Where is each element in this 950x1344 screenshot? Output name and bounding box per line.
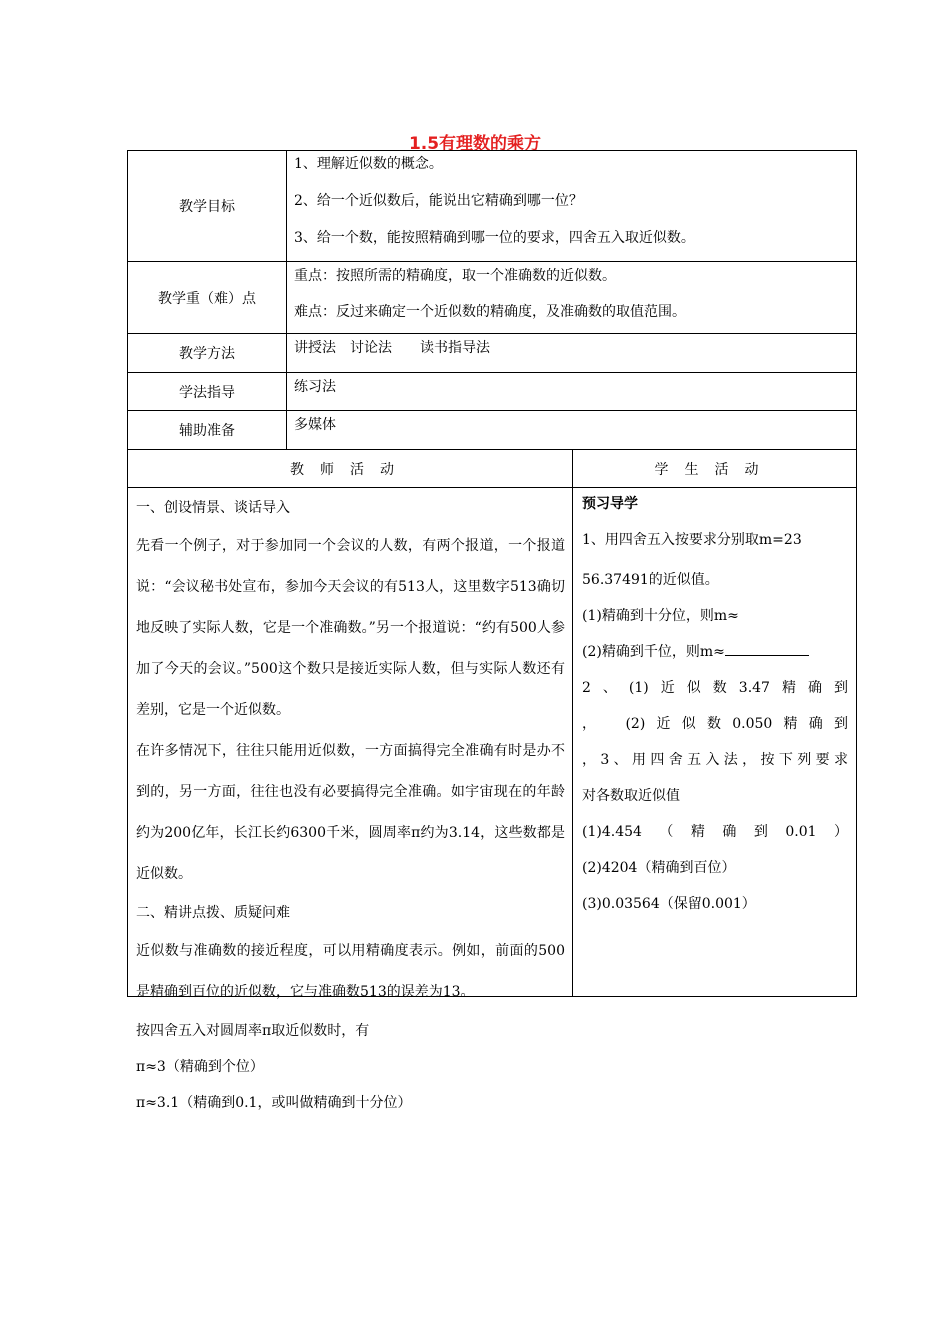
text-line: 按四舍五入对圆周率π取近似数时，有	[136, 1023, 370, 1039]
exercise-line: 2、(1)近似数3.47精确到	[582, 680, 848, 696]
teacher-activity	[128, 488, 573, 1111]
prep-text: 多媒体	[294, 417, 336, 433]
paragraph: 在许多情况下，往往只能用近似数，一方面搞得完全准确有时是办不到的，另一方面，往往也没有必要搞得完全准确。如宇宙现在的年龄约为200亿年，长江长约6300千米，圆周率π约为3.14，这些数都是近似数。	[136, 743, 565, 882]
row-methods	[128, 334, 856, 373]
exercise-line: (3)0.03564（保留0.001）	[582, 896, 756, 912]
row-content	[287, 411, 856, 449]
exercise-line: (2)4204（精确到百位）	[582, 860, 736, 876]
page-title: 1.5有理数的乘方	[408, 134, 542, 154]
student-heading: 预习导学	[582, 496, 638, 512]
objective-line: 1、理解近似数的概念。	[294, 156, 443, 172]
exercise-line	[582, 634, 848, 670]
row-content	[287, 373, 856, 410]
lesson-table	[127, 150, 857, 1111]
teacher-activity-header: 教师活动	[128, 450, 573, 487]
key-point-line: 重点：按照所需的精确度，取一个准确数的近似数。	[294, 268, 616, 284]
student-activity-header: 学生活动	[654, 461, 775, 478]
section-heading: 二、精讲点拨、质疑问难	[136, 905, 290, 921]
difficulty-line: 难点：反过来确定一个近似数的精确度，及准确数的取值范围。	[294, 304, 686, 320]
row-objectives	[128, 151, 856, 262]
row-label: 教学目标	[128, 151, 287, 261]
activity-header	[128, 450, 856, 488]
row-content	[287, 151, 856, 261]
row-study-guide	[128, 373, 856, 411]
text-line: π≈3（精确到个位）	[136, 1059, 264, 1075]
exercise-line: ，3、用四舍五入法，按下列要求	[582, 752, 848, 768]
exercise-line: 56.37491的近似值。	[582, 572, 719, 588]
row-label: 辅助准备	[128, 411, 287, 449]
methods-text: 讲授法 讨论法 读书指导法	[294, 340, 490, 356]
row-key-points	[128, 262, 856, 334]
objective-line: 2、给一个近似数后，能说出它精确到哪一位？	[294, 193, 583, 209]
row-prep	[128, 411, 856, 450]
exercise-line: ， (2)近似数0.050精确到	[582, 716, 848, 732]
student-activity	[573, 488, 856, 996]
row-label: 教学方法	[128, 334, 287, 372]
exercise-line: 1、用四舍五入按要求分别取m=23	[582, 532, 802, 548]
exercise-text: (2)精确到千位，则m≈	[582, 644, 725, 660]
answer-blank	[725, 643, 809, 656]
row-label: 学法指导	[128, 373, 287, 410]
row-content	[287, 334, 856, 372]
exercise-line: (1)精确到十分位，则m≈	[582, 608, 739, 624]
section-heading: 一、创设情景、谈话导入	[136, 500, 290, 516]
row-content	[287, 262, 856, 333]
objective-line: 3、给一个数，能按照精确到哪一位的要求，四舍五入取近似数。	[294, 230, 695, 246]
study-text: 练习法	[294, 379, 336, 395]
paragraph: 近似数与准确数的接近程度，可以用精确度表示。例如，前面的500是精确到百位的近似数，它与准确数513的误差为13。	[136, 943, 565, 1000]
paragraph: 先看一个例子，对于参加同一个会议的人数，有两个报道，一个报道说：“会议秘书处宣布，参加今天会议的有513人，这里数字513确切地反映了实际人数，它是一个准确数。”另一个报道说：“约有500人参加了今天的会议。”500这个数只是接近实际人数，但与实际人数还有差别，它是一个近似数。	[136, 538, 565, 718]
row-label: 教学重（难）点	[128, 262, 287, 333]
exercise-line: (1)4.454（精确到0.01）	[582, 824, 848, 840]
text-line: π≈3.1（精确到0.1，或叫做精确到十分位）	[136, 1095, 412, 1111]
activity-body	[128, 488, 856, 1111]
exercise-line: 对各数取近似值	[582, 788, 680, 804]
